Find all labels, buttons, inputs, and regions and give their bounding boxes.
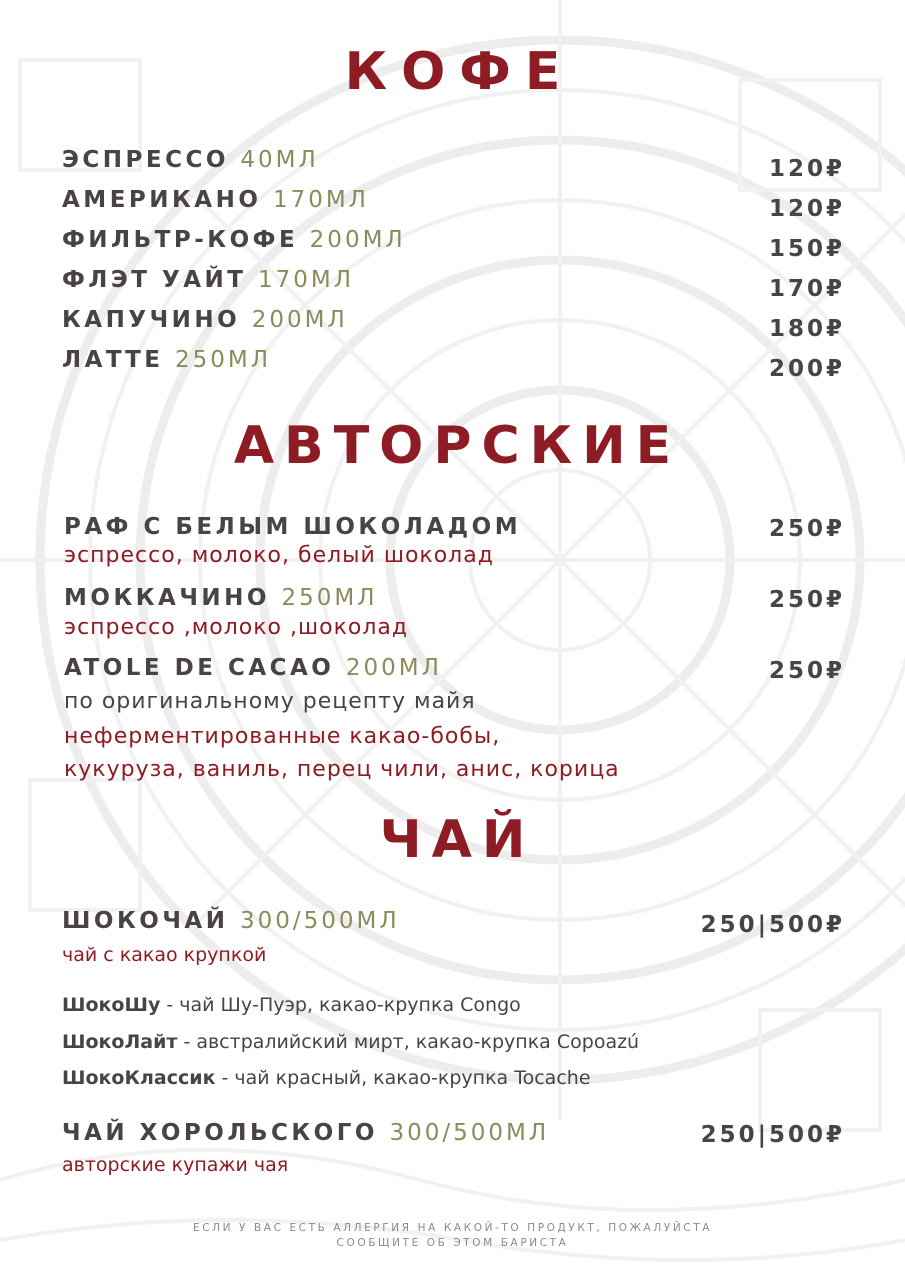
tea-blend-shokoklassik <box>62 1067 591 1089</box>
menu-item-cappuccino <box>62 307 348 333</box>
item-price: 200₽ <box>768 356 845 382</box>
allergy-notice <box>0 1221 905 1251</box>
tea-blend-shokolait <box>62 1031 639 1053</box>
item-price: 250₽ <box>768 587 845 613</box>
coffee-heading: КОФЕ <box>344 42 575 102</box>
blend-description: - чай красный, какао-крупка Tocache <box>215 1067 591 1089</box>
item-origin-note: по оригинальному рецепту майя <box>64 689 476 714</box>
signature-heading: АВТОРСКИЕ <box>233 416 682 476</box>
item-price: 250|500₽ <box>700 1122 845 1148</box>
item-description: кукуруза, ваниль, перец чили, анис, корица <box>64 757 620 782</box>
item-price: 120₽ <box>768 196 845 222</box>
item-volume: 250МЛ <box>175 347 272 373</box>
item-name: ATOLE DE CACAO <box>64 655 335 681</box>
item-name: ЭСПРЕССО <box>62 147 229 173</box>
tea-blend-shokoshu <box>62 994 521 1016</box>
item-volume: 300/500МЛ <box>239 908 400 934</box>
item-price: 250₽ <box>768 516 845 542</box>
item-volume: 200МЛ <box>251 307 348 333</box>
blend-description: - чай Шу-Пуэр, какао-крупка Congo <box>160 994 521 1016</box>
item-price: 250₽ <box>768 658 845 684</box>
menu-item-shokochai <box>62 908 400 934</box>
item-name: ШОКОЧАЙ <box>62 908 229 934</box>
item-volume: 200МЛ <box>345 655 442 681</box>
item-description: авторские купажи чая <box>62 1154 289 1176</box>
item-name: ЛАТТЕ <box>62 347 164 373</box>
item-name: РАФ С БЕЛЫМ ШОКОЛАДОМ <box>64 514 522 540</box>
blend-description: - австралийский мирт, какао-крупка Copoazú <box>177 1031 640 1053</box>
allergy-notice-line: СООБЩИТЕ ОБ ЭТОМ БАРИСТА <box>336 1237 569 1249</box>
menu-item-atole-de-cacao <box>64 655 442 681</box>
item-description: эспрессо ,молоко ,шоколад <box>64 615 409 640</box>
item-price: 170₽ <box>768 276 845 302</box>
menu-item-espresso <box>62 147 319 173</box>
item-price: 150₽ <box>768 236 845 262</box>
item-description: эспрессо, молоко, белый шоколад <box>64 543 494 568</box>
item-name: ЧАЙ ХОРОЛЬСКОГО <box>62 1120 378 1146</box>
menu-item-latte <box>62 347 271 373</box>
item-name: АМЕРИКАНО <box>62 187 262 213</box>
item-name: ФЛЭТ УАЙТ <box>62 267 247 293</box>
item-name: МОККАЧИНО <box>64 585 270 611</box>
tea-heading: ЧАЙ <box>379 810 536 870</box>
item-price: 180₽ <box>768 316 845 342</box>
blend-name: ШокоШу <box>62 994 161 1016</box>
blend-name: ШокоЛайт <box>62 1031 178 1053</box>
item-price: 120₽ <box>768 156 845 182</box>
item-volume: 250МЛ <box>281 585 378 611</box>
allergy-notice-line: ЕСЛИ У ВАС ЕСТЬ АЛЛЕРГИЯ НА КАКОЙ-ТО ПРОДУКТ, ПОЖАЛУЙСТА <box>193 1222 712 1234</box>
menu-item-raf <box>64 514 521 540</box>
item-description: чай с какао крупкой <box>62 944 267 966</box>
menu-item-mokkachino <box>64 585 378 611</box>
menu-item-americano <box>62 187 369 213</box>
item-volume: 170МЛ <box>257 267 355 293</box>
menu-item-flat-white <box>62 267 354 293</box>
item-name: КАПУЧИНО <box>62 307 241 333</box>
item-price: 250|500₽ <box>700 912 845 938</box>
menu-item-filter-coffee <box>62 227 406 253</box>
item-volume: 40МЛ <box>240 147 319 173</box>
item-volume: 300/500МЛ <box>389 1120 550 1146</box>
item-description: неферментированные какао-бобы, <box>64 724 501 749</box>
item-volume: 170МЛ <box>272 187 369 213</box>
item-name: ФИЛЬТР-КОФЕ <box>62 227 299 253</box>
item-volume: 200МЛ <box>309 227 406 253</box>
menu-item-khorolsky-tea <box>62 1120 549 1146</box>
blend-name: ШокоКлассик <box>62 1067 216 1089</box>
